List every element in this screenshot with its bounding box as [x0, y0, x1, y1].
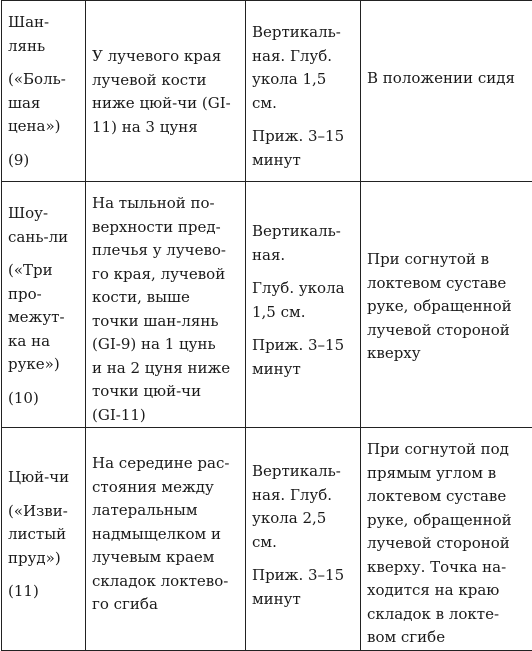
point-name-line: сань-ли — [8, 226, 79, 250]
depth-line: Вертикаль- — [252, 220, 354, 244]
location-line: надмыщелком и — [92, 523, 239, 547]
point-alias-line: руке») — [8, 353, 79, 377]
location-line: кости, выше — [92, 286, 239, 310]
exposure-line: минут — [252, 358, 354, 382]
depth-line: Вертикаль- — [252, 21, 354, 45]
position-line: руке, обращенной — [367, 509, 526, 533]
point-name-line: Шоу- — [8, 202, 79, 226]
depth-cell — [246, 1, 361, 182]
position-line: лучевой стороной — [367, 319, 526, 343]
point-alias-line: («Боль- — [8, 68, 79, 92]
location-line: плечья у лучево- — [92, 239, 239, 263]
point-alias-line: цена») — [8, 115, 79, 139]
exposure-line: минут — [252, 588, 354, 612]
depth-line: см. — [252, 92, 354, 116]
position-line: кверху — [367, 342, 526, 366]
depth-line: укола 2,5 — [252, 507, 354, 531]
depth-line: ная. Глуб. — [252, 45, 354, 69]
depth-line: 1,5 см. — [252, 301, 354, 325]
location-line: ниже цюй-чи (GI- — [92, 92, 239, 116]
acupoint-table — [1, 0, 532, 651]
location-line: го края, лучевой — [92, 263, 239, 287]
location-line: складок локтево- — [92, 570, 239, 594]
location-line: (GI-11) — [92, 404, 239, 428]
point-name-cell — [2, 1, 86, 182]
position-line: лучевой стороной — [367, 532, 526, 556]
position-line: При согнутой в — [367, 248, 526, 272]
point-alias-line: («Изви- — [8, 500, 79, 524]
point-alias-line: шая — [8, 92, 79, 116]
point-number: (9) — [8, 149, 79, 173]
depth-line: укола 1,5 — [252, 68, 354, 92]
location-line: верхности пред- — [92, 216, 239, 240]
location-line: (GI-9) на 1 цунь — [92, 333, 239, 357]
position-line: локтевом суставе — [367, 485, 526, 509]
location-line: латеральным — [92, 499, 239, 523]
position-line: При согнутой под — [367, 438, 526, 462]
position-line: ходится на краю — [367, 579, 526, 603]
point-name-line: Цюй-чи — [8, 466, 79, 490]
point-number: (11) — [8, 580, 79, 604]
position-line: прямым углом в — [367, 462, 526, 486]
location-line: 11) на 3 цуня — [92, 116, 239, 140]
point-number: (10) — [8, 387, 79, 411]
location-line: и на 2 цуня ниже — [92, 357, 239, 381]
position-line: складок в локте- — [367, 603, 526, 627]
depth-cell — [246, 182, 361, 428]
depth-line: Вертикаль- — [252, 460, 354, 484]
exposure-line: Приж. 3–15 — [252, 125, 354, 149]
table-row — [2, 428, 532, 651]
point-alias-line: про- — [8, 283, 79, 307]
position-cell — [361, 428, 532, 651]
exposure-line: Приж. 3–15 — [252, 334, 354, 358]
location-line: лучевой кости — [92, 69, 239, 93]
point-alias-line: межут- — [8, 306, 79, 330]
point-name-line: лянь — [8, 35, 79, 59]
point-alias-line: ка на — [8, 330, 79, 354]
location-line: У лучевого края — [92, 45, 239, 69]
location-cell — [86, 1, 246, 182]
location-line: лучевым краем — [92, 546, 239, 570]
position-cell — [361, 1, 532, 182]
position-line: В положении сидя — [367, 67, 526, 91]
location-line: го сгиба — [92, 593, 239, 617]
location-line: На тыльной по- — [92, 192, 239, 216]
point-name-cell — [2, 182, 86, 428]
exposure-line: Приж. 3–15 — [252, 564, 354, 588]
point-alias-line: листый — [8, 523, 79, 547]
location-line: На середине рас- — [92, 452, 239, 476]
location-line: точки цюй-чи — [92, 380, 239, 404]
position-line: руке, обращенной — [367, 295, 526, 319]
depth-line: ная. Глуб. — [252, 484, 354, 508]
location-cell — [86, 182, 246, 428]
point-alias-line: («Три — [8, 259, 79, 283]
point-name-line: Шан- — [8, 11, 79, 35]
location-line: стояния между — [92, 476, 239, 500]
point-alias-line: пруд») — [8, 547, 79, 571]
table-row — [2, 1, 532, 182]
point-name-cell — [2, 428, 86, 651]
depth-cell — [246, 428, 361, 651]
location-line: точки шан-лянь — [92, 310, 239, 334]
position-line: локтевом суставе — [367, 272, 526, 296]
position-line: вом сгибе — [367, 626, 526, 650]
table-row — [2, 182, 532, 428]
position-line: кверху. Точка на- — [367, 556, 526, 580]
location-cell — [86, 428, 246, 651]
position-cell — [361, 182, 532, 428]
depth-line: ная. — [252, 244, 354, 268]
exposure-line: минут — [252, 149, 354, 173]
depth-line: см. — [252, 531, 354, 555]
depth-line: Глуб. укола — [252, 277, 354, 301]
